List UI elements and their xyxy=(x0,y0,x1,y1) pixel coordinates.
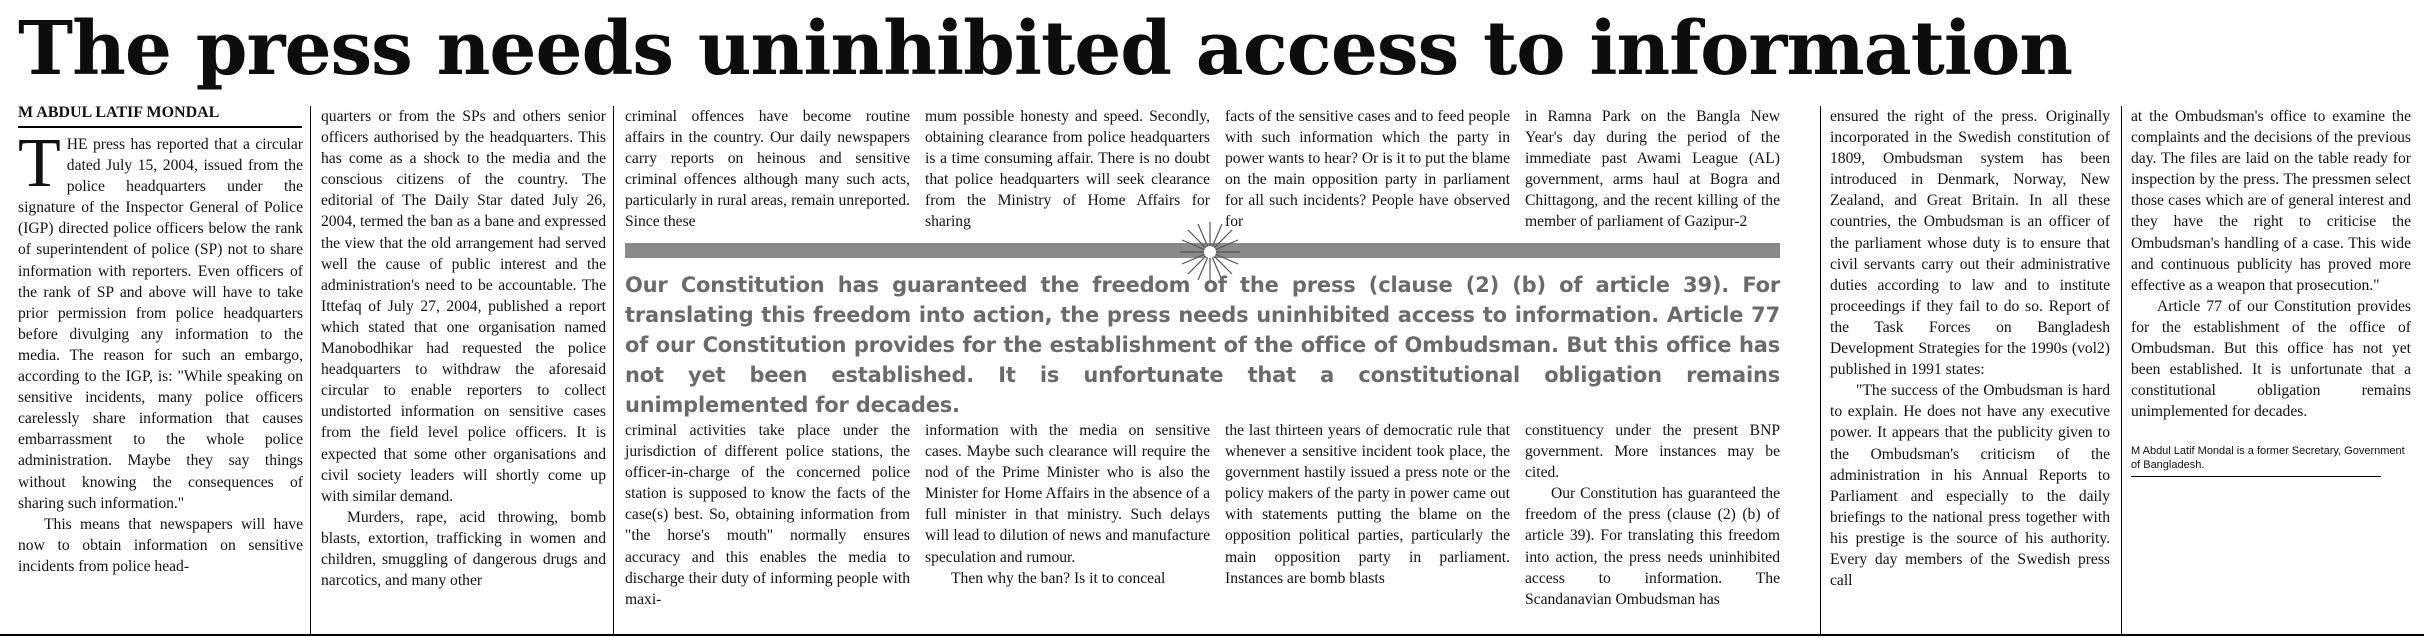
paragraph: Then why the ban? Is it to conceal xyxy=(951,569,1166,587)
column-divider xyxy=(2121,106,2122,634)
byline: M ABDUL LATIF MONDAL xyxy=(18,104,302,128)
column-8 xyxy=(2131,106,2411,477)
column-5-top xyxy=(1225,106,1510,233)
column-5-bottom xyxy=(1225,420,1510,589)
author-bio: M Abdul Latif Mondal is a former Secretary, Government of Bangladesh. xyxy=(2131,445,2405,472)
column-4-bottom xyxy=(925,420,1210,589)
paragraph: at the Ombudsman's office to examine the complaints and the decisions of the previous day. The files are laid on the table ready for inspection by the press. The pressmen select those cases which are of general interest and they have the right to criticise the Ombudsman's handling of a case. This wide and continuous publicity has proved more effective as a weapon that prosecution." xyxy=(2131,108,2411,294)
bottom-rule xyxy=(0,634,2424,636)
paragraph: criminal activities take place under the jurisdiction of different police stations, the officer-in-charge of the concerned police station is supposed to know the facts of the case(s) best. So, obtaining information from "the horse's mouth" normally ensures accuracy and this enables the media to discharge their duty of informing people with maxi- xyxy=(625,422,910,608)
paragraph: criminal offences have become routine affairs in the country. Our daily newspapers carry reports on heinous and sensitive criminal offences although many such acts, particularly in rural areas, remain unreported. Since these xyxy=(625,108,910,231)
column-divider xyxy=(613,106,614,634)
paragraph: in Ramna Park on the Bangla New Year's day during the period of the immediate past Awami League (AL) government, arms haul at Bogra and Chittagong, and the recent killing of the member of parliament of Gazipur-2 xyxy=(1525,108,1780,231)
column-6-bottom xyxy=(1525,420,1780,610)
column-6-top xyxy=(1525,106,1780,233)
paragraph: constituency under the present BNP government. More instances may be cited. xyxy=(1525,422,1780,482)
paragraph: information with the media on sensitive cases. Maybe such clearance will require the nod of the Prime Minister who is also the Minister for Home Affairs in the absence of a full minister in that ministry. Such delays will lead to dilution of news and manufacture speculation and rumour. xyxy=(925,422,1210,566)
paragraph: Article 77 of our Constitution provides for the establishment of the office of Ombudsman. But this office has not yet been established. It is unfortunate that a constitutional obligation remains unimplemented for decades. xyxy=(2131,297,2411,421)
paragraph: Our Constitution has guaranteed the freedom of the press (clause (2) (b) of article 39). For translating this freedom into action, the press needs uninhibited access to information. The Scandanavian Ombudsman has xyxy=(1525,485,1780,608)
bio-divider xyxy=(2131,476,2381,477)
article-headline: The press needs uninhibited access to information xyxy=(18,6,2073,92)
column-divider xyxy=(1820,106,1821,634)
paragraph: This means that newspapers will have now to obtain information on sensitive incidents from police head- xyxy=(18,515,303,575)
column-divider xyxy=(310,106,311,634)
paragraph: quarters or from the SPs and others senior officers authorised by the headquarters. This has come as a shock to the media and the conscious citizens of the country. The editorial of The Daily Star dated July 26, 2004, termed the ban as a bane and expressed the view that the old arrangement had served well the cause of public interest and the administration's need to be accountable. The Ittefaq of July 27, 2004, published a report which stated that one organisation named Manobodhikar had requested the police headquarters to withdraw the aforesaid circular to enable reporters to collect undistorted information on sensitive cases from the field level police officers. It is expected that some other organisations and civil society leaders will shortly come up with similar demand. xyxy=(321,108,606,505)
paragraph: "The success of the Ombudsman is hard to explain. He does not have any executive power. It appears that the publicity given to the Ombudsman's criticism of the administration in his Annual Reports to Parliament and especially to the daily briefings to the national press together with his prestige is the source of his authority. Every day members of the Swedish press call xyxy=(1830,382,2110,590)
paragraph: the last thirteen years of democratic rule that whenever a sensitive incident took place, the government hastily issued a press note or the policy makers of the party in power came out with statements putting the blame on the opposition political parties, particularly the main opposition party in parliament. Instances are bomb blasts xyxy=(1225,422,1510,587)
column-7 xyxy=(1830,106,2110,591)
paragraph: facts of the sensitive cases and to feed people with such information which the party in power wants to hear? Or is it to put the blame on the main opposition party in parliament for all such incidents? People have observed for xyxy=(1225,108,1510,231)
column-1 xyxy=(18,125,303,577)
paragraph: Murders, rape, acid throwing, bomb blasts, extortion, trafficking in women and children, smuggling of dangerous drugs and narcotics, and many other xyxy=(321,508,606,590)
column-3-bottom xyxy=(625,420,910,610)
column-2 xyxy=(321,106,606,591)
column-4-top xyxy=(925,106,1210,233)
paragraph: mum possible honesty and speed. Secondly, obtaining clearance from police headquarters is a time consuming affair. There is no doubt that police headquarters will seek clearance from the Ministry of Home Affairs for sharing xyxy=(925,108,1210,231)
column-3-top xyxy=(625,106,910,233)
drop-cap: T xyxy=(18,125,61,202)
paragraph: ensured the right of the press. Originally incorporated in the Swedish constitution of 1809, Ombudsman system has been introduced in Denmark, Norway, New Zealand, and Great Britain. In all these countries, the Ombudsman is an officer of the parliament whose duty is to ensure that civil servants carry out their administrative duties according to law and to institute proceedings if they fail to do so. Report of the Task Forces on Bangladesh Development Strategies for the 1990s (vol2) published in 1991 states: xyxy=(1830,108,2110,379)
pullquote: Our Constitution has guaranteed the freedom of the press (clause (2) (b) of article 39). For translating this freedom into action, the press needs uninhibited access to information. Article 77 of our Constitution provides for the establishment of the office of Ombudsman. But this office has not yet been established. It is unfortunate that a constitutional obligation remains unimplemented for decades. xyxy=(625,273,1780,417)
lead-paragraph: THE press has reported that a circular dated July 15, 2004, issued from the police headquarters under the signature of the Inspector General of Police (IGP) directed police officers below the rank of superintendent of police (SP) not to share information with reporters. Even officers of the rank of SP and above will have to take prior permission from police headquarters before divulging any information to the media. The reason for such an embargo, according to the IGP, is: "While speaking on sensitive incidents, many police officers carelessly share information that causes embarrassment to the whole police administration. Maybe they say things without knowing the consequences of sharing such information." xyxy=(18,125,303,512)
